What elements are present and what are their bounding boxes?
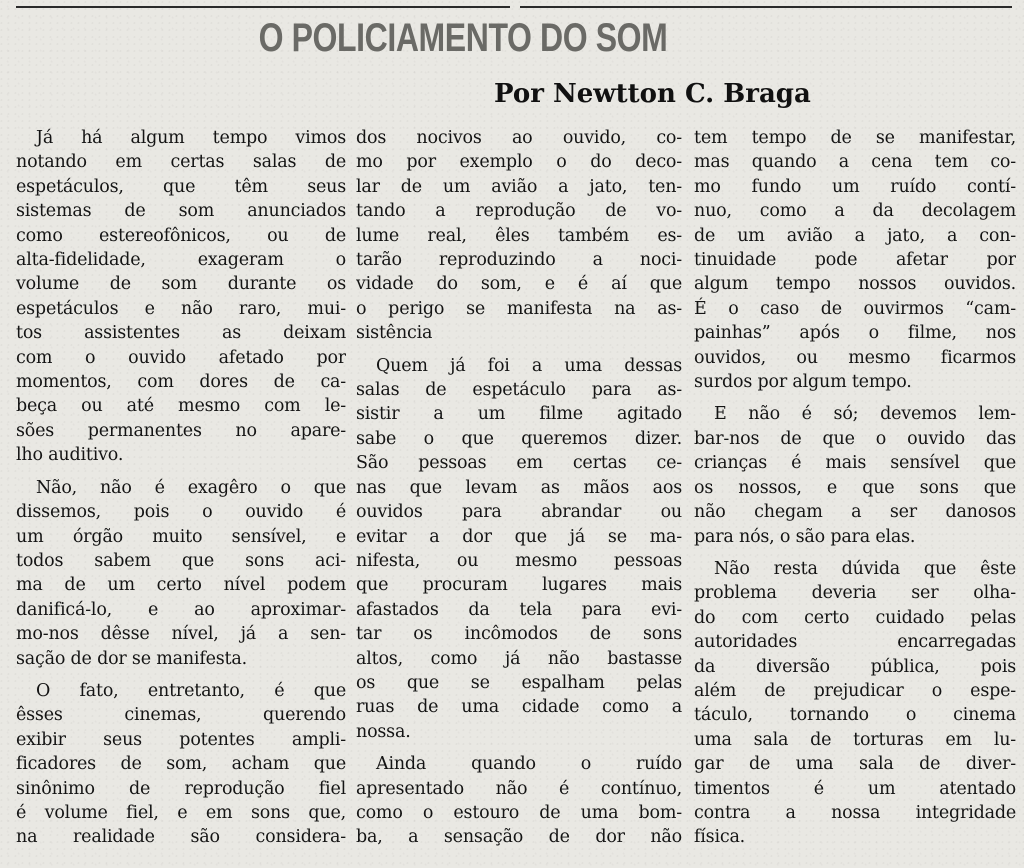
text-line: bar-nos de que o ouvido das [694,428,1016,449]
text-line: mo fundo um ruído contí- [694,176,1016,197]
text-line: sação de dor se manifesta. [16,648,247,669]
text-line: uma sala de torturas em lu- [694,729,1016,750]
text-line: ouvidos para abrandar ou [356,502,682,523]
text-line: momentos, com dores de ca- [16,372,346,393]
text-line: Não, não é exagêro o que [36,477,346,498]
text-line: ficadores de som, acham que [16,754,346,775]
text-line: tando a reprodução de vo- [356,201,682,222]
text-line: nuo, como a da decolagem [694,201,1016,222]
text-line: gar de uma sala de diver- [694,754,1016,775]
text-line: dos nocivos ao ouvido, co- [356,128,682,148]
text-line: para nós, o são para elas. [694,526,916,547]
text-line: evitar a dor que já se ma- [356,526,682,547]
text-line: alta-fidelidade, exageram o [16,250,346,271]
text-line: ba, a sensação de dor não [356,827,682,848]
text-line: ma de um certo nível podem [16,575,346,596]
text-line: lar de um avião a jato, ten- [356,176,682,197]
text-line: do com certo cuidado pelas [694,607,1016,628]
text-line: timentos é um atentado [694,778,1016,799]
text-line: espetáculos e não raro, mui- [16,298,346,319]
text-line: contra a nossa integridade [694,802,1016,823]
text-line: não chegam a ser danosos [694,502,1016,523]
column-2 [356,126,682,850]
text-line: tem tempo de se manifestar, [694,128,1016,148]
text-line: mo por exemplo o do deco- [356,152,682,173]
text-line: dissemos, pois o ouvido é [16,502,346,523]
text-line: surdos por algum tempo. [694,372,912,393]
text-line: sistemas de som anunciados [16,201,346,222]
text-line: da diversão pública, pois [694,656,1016,677]
headline: O POLICIAMENTO DO SOM [258,16,668,60]
text-line: sões permanentes no apare- [16,420,346,441]
text-line: Já há algum tempo vimos [36,128,346,148]
text-line: ruas de uma cidade como a [356,697,682,718]
text-line: exibir seus potentes ampli- [16,729,346,750]
text-line: tos assistentes as deixam [16,323,346,344]
text-line: como estereofônicos, ou de [16,225,346,246]
text-line: apresentado não é contínuo, [356,778,682,799]
text-line: sabe o que queremos dizer. [356,428,682,449]
text-line: lume real, êles também es- [356,225,682,246]
text-line: autoridades encarregadas [694,632,1016,653]
text-line: êsses cinemas, querendo [16,705,346,726]
text-line: São pessoas em certas ce- [356,453,682,474]
text-line: além de prejudicar o espe- [694,680,1016,701]
text-line: um órgão muito sensível, e [16,526,346,547]
text-line: mo-nos dêsse nível, já a sen- [16,624,346,645]
text-line: O fato, entretanto, é que [36,680,346,701]
text-line: ouvidos, ou mesmo ficarmos [694,347,1016,368]
text-line: afastados da tela para evi- [356,599,682,620]
text-line: que procuram lugares mais [356,575,682,596]
text-line: sistência [356,323,433,344]
text-line: mas quando a cena tem co- [694,152,1016,173]
text-line: como o estouro de uma bom- [356,802,682,823]
text-line: todos sabem que sons aci- [16,550,346,571]
byline: Por Newtton C. Braga [494,79,811,109]
text-line: É o caso de ouvirmos “cam- [694,298,1016,319]
text-line: física. [694,827,746,848]
text-line: Não resta dúvida que êste [714,558,1016,579]
column-1 [16,126,346,850]
text-line: nas que levam as mãos aos [356,477,682,498]
top-rule-right [520,6,1012,8]
text-line: algum tempo nossos ouvidos. [694,274,1016,295]
text-line: na realidade são considera- [16,827,346,848]
text-line: sinônimo de reprodução fiel [16,778,346,799]
column-3 [694,126,1016,850]
text-line: salas de espetáculo para as- [356,380,682,401]
text-line: altos, como já não bastasse [356,648,682,669]
text-line: Ainda quando o ruído [376,754,682,775]
text-line: os nossos, e que sons que [694,477,1016,498]
text-line: painhas” após o filme, nos [694,323,1016,344]
text-line: com o ouvido afetado por [16,347,346,368]
text-line: os que se espalham pelas [356,672,682,693]
text-line: tar os incômodos de sons [356,624,682,645]
top-rule-left [16,6,510,8]
text-line: é volume fiel, e em sons que, [16,802,346,823]
text-line: danificá-lo, e ao aproximar- [16,599,346,620]
text-line: vidade do som, e é aí que [356,274,682,295]
text-line: Quem já foi a uma dessas [376,355,682,376]
text-line: nossa. [356,721,411,742]
text-line: táculo, tornando o cinema [694,705,1016,726]
text-line: de um avião a jato, a con- [694,225,1016,246]
text-line: problema deveria ser olha- [694,583,1016,604]
text-line: crianças é mais sensível que [694,453,1016,474]
text-line: volume de som durante os [16,274,346,295]
text-line: tarão reproduzindo a noci- [356,250,682,271]
text-line: tinuidade pode afetar por [694,250,1016,271]
text-line: lho auditivo. [16,445,124,466]
text-line: E não é só; devemos lem- [714,404,1016,425]
text-line: notando em certas salas de [16,152,346,173]
text-line: nifesta, ou mesmo pessoas [356,550,682,571]
text-line: espetáculos, que têm seus [16,176,346,197]
text-line: o perigo se manifesta na as- [356,298,682,319]
text-line: sistir a um filme agitado [356,404,682,425]
text-line: beça ou até mesmo com le- [16,396,346,417]
